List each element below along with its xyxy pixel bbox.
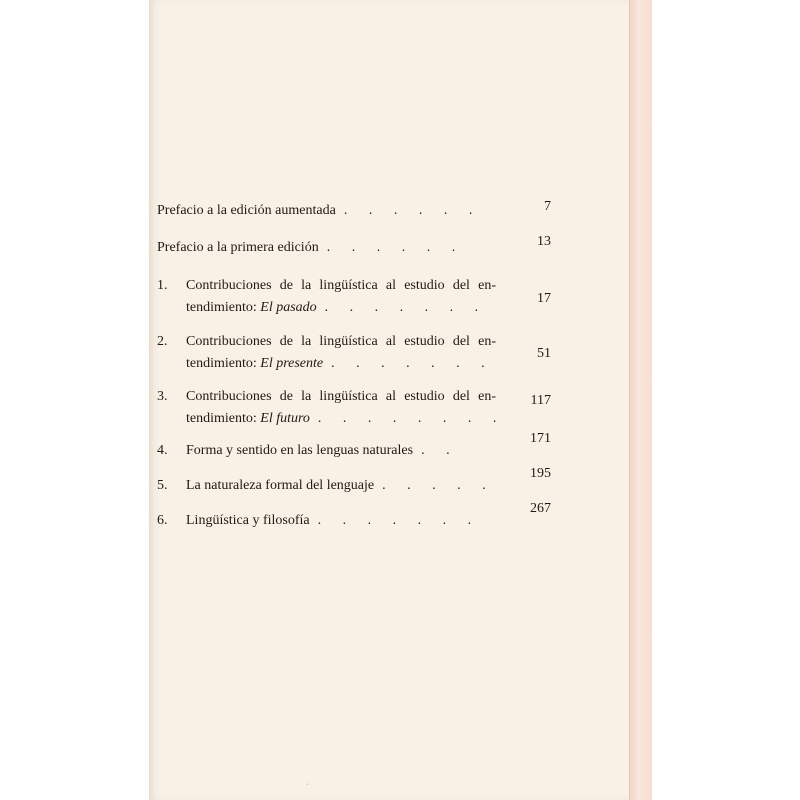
- toc-entry-title: Lingüística y filosofía . . . . . . .: [186, 513, 481, 528]
- toc-page-number: 267: [530, 501, 551, 516]
- toc-entry-title: La naturaleza formal del lenguaje . . . . .: [186, 478, 495, 493]
- leader-dots: . . . . . . . .: [317, 411, 506, 426]
- toc-entry-subtitle: El pasado: [260, 300, 317, 315]
- toc-entry-title: Prefacio a la primera edición . . . . . .: [157, 240, 465, 255]
- toc-entry-title: Contribuciones de la lingüística al estudio del en-: [186, 389, 496, 404]
- leader-dots: . .: [421, 443, 459, 458]
- leader-dots: . . . . .: [382, 478, 495, 493]
- toc-page-number: 7: [544, 199, 551, 214]
- toc-entry-number: 5.: [157, 478, 168, 493]
- toc-page-number: 171: [530, 431, 551, 446]
- leader-dots: . . . . . . .: [331, 356, 494, 371]
- toc-entry-number: 2.: [157, 334, 168, 349]
- leader-dots: . . . . . .: [343, 203, 482, 218]
- leader-dots: . . . . . . .: [324, 300, 488, 315]
- toc-page-number: 117: [530, 393, 551, 408]
- toc-page-number: 13: [537, 234, 551, 249]
- toc-entry-number: 1.: [157, 278, 168, 293]
- toc-entry-title: Forma y sentido en las lenguas naturales . .: [186, 443, 459, 458]
- leader-dots: . . . . . . .: [317, 513, 481, 528]
- toc-page-number: 51: [537, 346, 551, 361]
- page-edge: [629, 0, 652, 800]
- toc-page-number: 195: [530, 466, 551, 481]
- toc-entry-title: Prefacio a la edición aumentada . . . . . .: [157, 203, 482, 218]
- toc-entry-title: Contribuciones de la lingüística al estudio del en-: [186, 334, 496, 349]
- leader-dots: . . . . . .: [326, 240, 465, 255]
- toc-entry-number: 6.: [157, 513, 168, 528]
- toc-entry-number: 4.: [157, 443, 168, 458]
- toc-entry-number: 3.: [157, 389, 168, 404]
- toc-entry-subtitle: El futuro: [260, 411, 310, 426]
- print-speck: ˈ: [306, 782, 309, 792]
- toc-entry-subtitle: El presente: [260, 356, 324, 371]
- toc-page-number: 17: [537, 291, 551, 306]
- toc-entry-title: Contribuciones de la lingüística al estudio del en-: [186, 278, 496, 293]
